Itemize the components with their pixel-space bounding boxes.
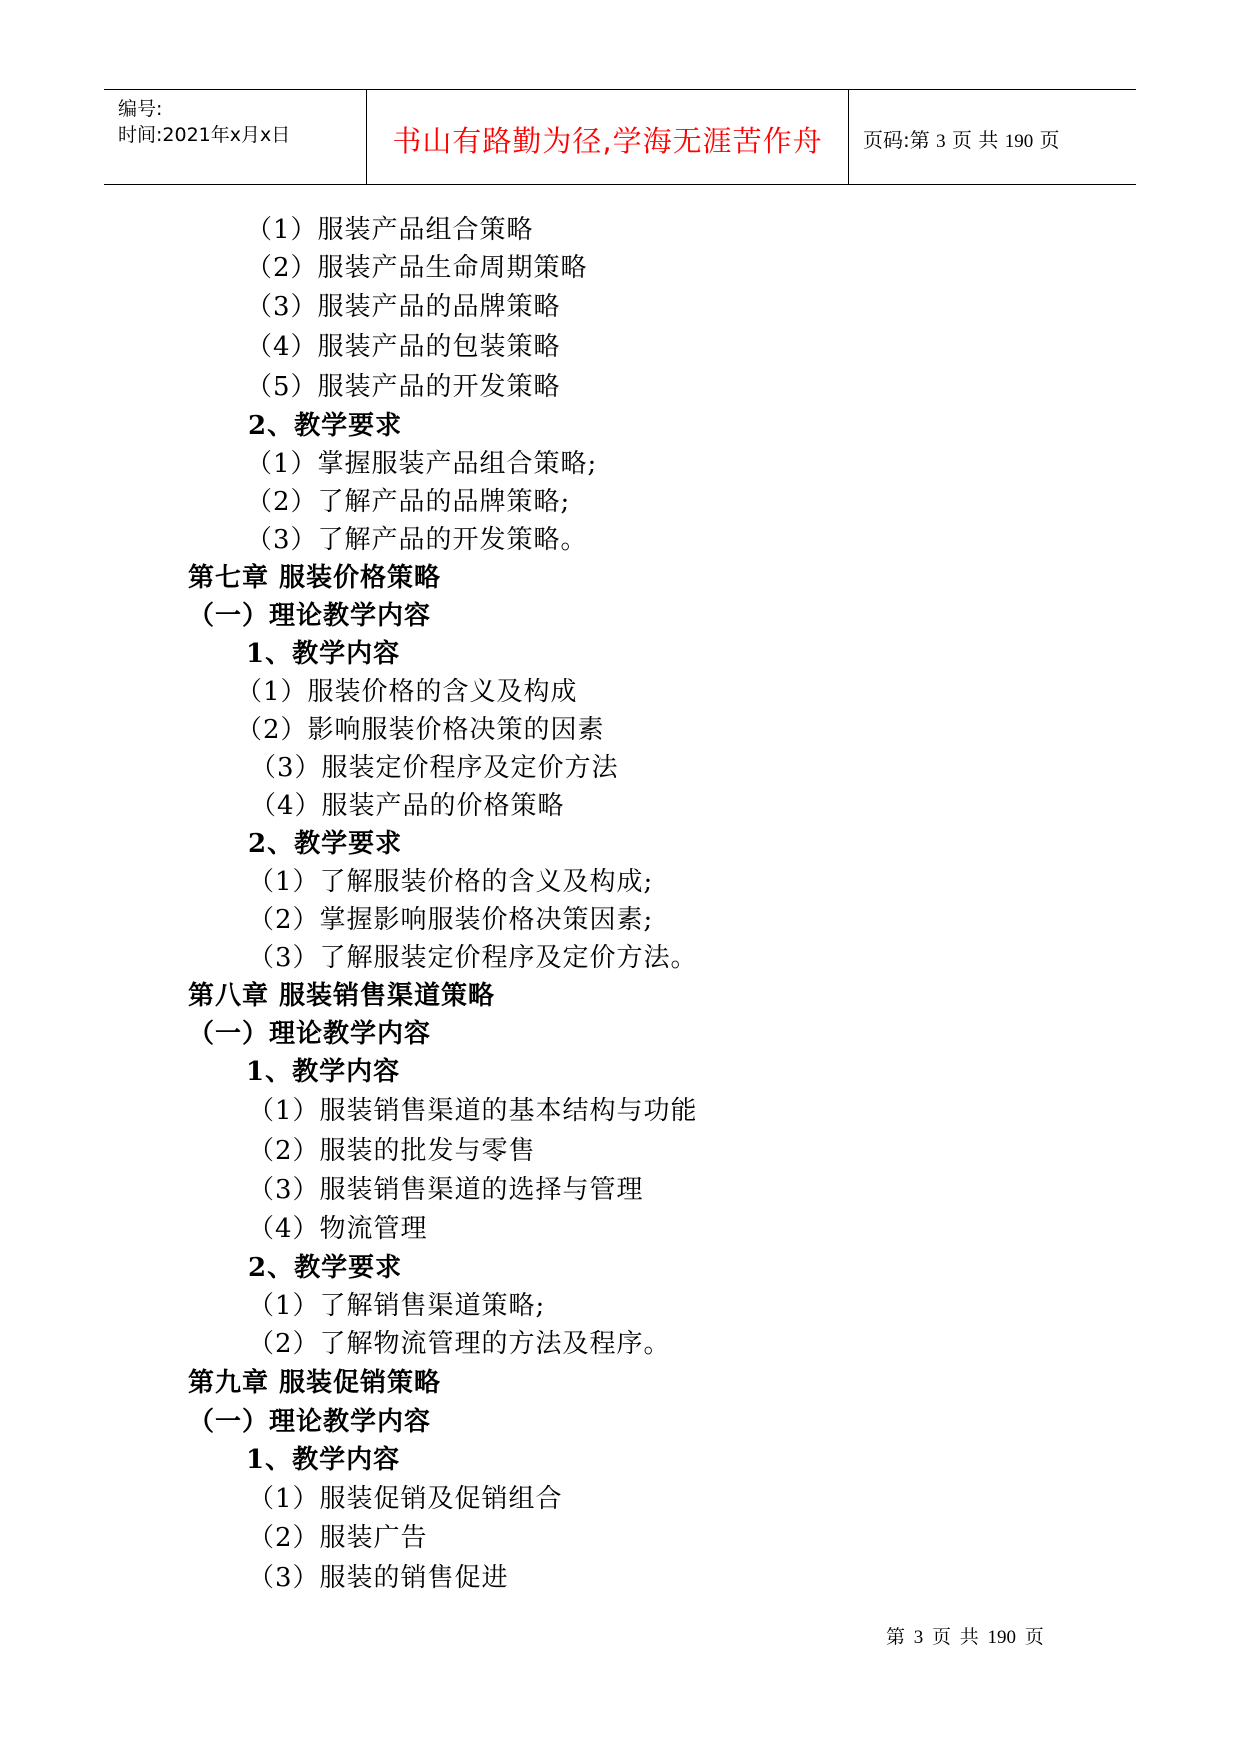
list-item: （2）掌握影响服装价格决策因素; [248, 905, 654, 935]
list-item: （2）服装的批发与零售 [248, 1136, 536, 1166]
page-footer: 第 3 页 共 190 页 [886, 1627, 1044, 1648]
header-page-cell [849, 90, 1136, 184]
document-number-label: 编号: [118, 98, 163, 120]
section-heading: （一）理论教学内容 [188, 1407, 432, 1437]
section-heading: 2、教学要求 [248, 411, 403, 441]
section-heading: 2、教学要求 [248, 829, 403, 859]
list-item: （3）服装产品的品牌策略 [246, 292, 561, 322]
page-suffix: 页 [1039, 128, 1060, 152]
chapter-heading: 第九章 服装促销策略 [188, 1368, 442, 1398]
list-item: （2）影响服装价格决策的因素 [236, 715, 605, 745]
list-item: （4）物流管理 [248, 1214, 428, 1244]
page-number: 3 [936, 131, 946, 152]
list-item: （1）了解销售渠道策略; [248, 1291, 546, 1321]
list-item: （1）掌握服装产品组合策略; [246, 449, 598, 479]
section-heading: （一）理论教学内容 [188, 601, 432, 631]
list-item: （1）服装产品组合策略 [246, 215, 534, 245]
section-heading: 1、教学内容 [246, 1445, 401, 1475]
list-item: （3）服装销售渠道的选择与管理 [248, 1175, 644, 1205]
list-item: （2）了解物流管理的方法及程序。 [248, 1329, 671, 1359]
page-total: 190 [1004, 131, 1034, 152]
list-item: （3）了解产品的开发策略。 [246, 525, 588, 555]
section-heading: 1、教学内容 [246, 639, 401, 669]
header-page-code [863, 124, 1060, 153]
list-item: （1）服装促销及促销组合 [248, 1484, 563, 1514]
list-item: （1）服装销售渠道的基本结构与功能 [248, 1096, 698, 1126]
page-mid: 页 共 [951, 128, 999, 152]
chapter-heading: 第八章 服装销售渠道策略 [188, 981, 496, 1011]
list-item: （1）服装价格的含义及构成 [236, 677, 578, 707]
header-meta-cell [104, 90, 367, 184]
list-item: （5）服装产品的开发策略 [246, 372, 561, 402]
list-item: （2）服装广告 [248, 1523, 428, 1553]
list-item: （2）了解产品的品牌策略; [246, 487, 571, 517]
list-item: （4）服装产品的价格策略 [250, 791, 565, 821]
list-item: （3）服装的销售促进 [248, 1563, 509, 1593]
list-item: （2）服装产品生命周期策略 [246, 253, 588, 283]
page-prefix: 页码:第 [863, 128, 930, 152]
list-item: （3）了解服装定价程序及定价方法。 [248, 943, 698, 973]
chapter-heading: 第七章 服装价格策略 [188, 563, 442, 593]
section-heading: （一）理论教学内容 [188, 1019, 432, 1049]
page-header [104, 89, 1136, 185]
section-heading: 1、教学内容 [246, 1057, 401, 1087]
list-item: （4）服装产品的包装策略 [246, 332, 561, 362]
document-date-label: 时间:2021年x月x日 [118, 124, 291, 146]
header-motto-cell [367, 90, 849, 184]
header-motto: 书山有路勤为径,学海无涯苦作舟 [392, 124, 823, 158]
section-heading: 2、教学要求 [248, 1253, 403, 1283]
list-item: （3）服装定价程序及定价方法 [250, 753, 619, 783]
list-item: （1）了解服装价格的含义及构成; [248, 867, 654, 897]
